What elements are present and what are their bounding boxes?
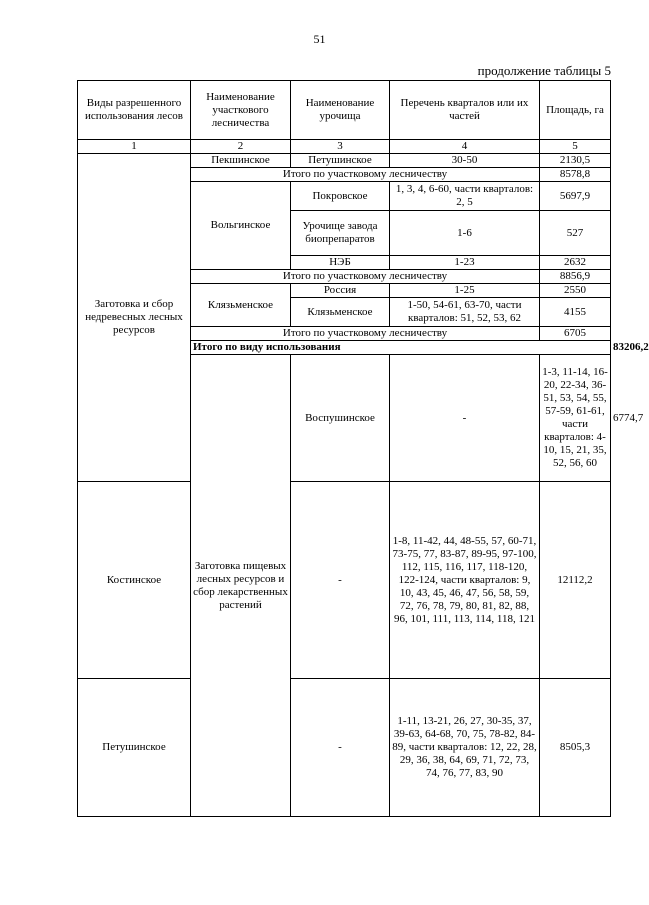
subtotal-area: 8578,8 [540, 168, 611, 182]
area-cell: 2632 [540, 256, 611, 270]
quarters-cell: 1-3, 11-14, 16-20, 22-34, 36-51, 53, 54, 55, 57-59, 61-61, части кварталов: 4-10, 15, 21, 35, 52, 56, 60 [540, 355, 611, 482]
quarters-cell: 1-23 [390, 256, 540, 270]
column-number: 3 [291, 140, 390, 154]
quarters-cell: 1-6 [390, 211, 540, 256]
subtotal-label: Итого по участковому лесничеству [191, 270, 540, 284]
forestry-cell: Петушинское [78, 679, 191, 817]
quarters-cell: 1-50, 54-61, 63-70, части кварталов: 51, 52, 53, 62 [390, 298, 540, 327]
tract-cell: Россия [291, 284, 390, 298]
subtotal-label: Итого по участковому лесничеству [191, 327, 540, 341]
column-number: 2 [191, 140, 291, 154]
subtotal-area: 8856,9 [540, 270, 611, 284]
area-cell: 2130,5 [540, 154, 611, 168]
column-number-row [78, 140, 611, 154]
tract-cell: Клязьменское [291, 298, 390, 327]
tract-cell: - [291, 679, 390, 817]
area-cell: 2550 [540, 284, 611, 298]
forestry-cell: Вольгинское [191, 182, 291, 270]
total-row: Итого по виду использования 83206,2 [78, 341, 611, 355]
header-area: Площадь, га [540, 81, 611, 140]
subtotal-label: Итого по участковому лесничеству [191, 168, 540, 182]
header-forestry: Наименование участкового лесничества [191, 81, 291, 140]
column-number: 4 [390, 140, 540, 154]
table-row [78, 679, 611, 817]
area-cell: 4155 [540, 298, 611, 327]
quarters-cell: 1-11, 13-21, 26, 27, 30-35, 37, 39-63, 64-68, 70, 75, 78-82, 84-89, части кварталов: 12, 22, 28, 29, 36, 38, 64, 69, 71, 72, 73, 74, 76, 77, 83, 90 [390, 679, 540, 817]
header-use-type: Виды разрешенного использования лесов [78, 81, 191, 140]
tract-cell: - [291, 482, 390, 679]
tract-cell: - [390, 355, 540, 482]
area-cell: 12112,2 [540, 482, 611, 679]
tract-cell: НЭБ [291, 256, 390, 270]
tract-cell: Урочище завода биопрепаратов [291, 211, 390, 256]
tract-cell: Петушинское [291, 154, 390, 168]
forest-use-table [77, 80, 649, 817]
forestry-cell: Клязьменское [191, 284, 291, 327]
forestry-cell: Пекшинское [191, 154, 291, 168]
column-number: 1 [78, 140, 191, 154]
area-cell: 8505,3 [540, 679, 611, 817]
quarters-cell: 30-50 [390, 154, 540, 168]
forestry-cell: Воспушинское [291, 355, 390, 482]
page-number: 51 [313, 32, 326, 46]
table-continuation-caption: продолжение таблицы 5 [477, 63, 611, 78]
use-type-cell: Заготовка пищевых лесных ресурсов и сбор лекарственных растений [191, 355, 291, 817]
forestry-cell: Костинское [78, 482, 191, 679]
column-number: 5 [540, 140, 611, 154]
table-row [78, 154, 611, 168]
quarters-cell: 1-8, 11-42, 44, 48-55, 57, 60-71, 73-75, 77, 83-87, 89-95, 97-100, 112, 115, 116, 117, 118-120, 122-124, части кварталов: 9, 10, 43, 45, 46, 47, 56, 58, 59, 72, 76, 78, 79, 80, 81, 82, 88, 96, 101, 111, 113, 114, 118, 121 [390, 482, 540, 679]
total-label: Итого по виду использования [191, 341, 611, 355]
subtotal-area: 6705 [540, 327, 611, 341]
header-tract: Наименование урочища [291, 81, 390, 140]
header-row [78, 81, 611, 140]
tract-cell: Покровское [291, 182, 390, 211]
quarters-cell: 1, 3, 4, 6-60, части кварталов: 2, 5 [390, 182, 540, 211]
quarters-cell: 1-25 [390, 284, 540, 298]
table-row: Заготовка пищевых лесных ресурсов и сбор лекарственных растений Воспушинское - 1-3, 11-14, 16-20, 22-34, 36-51, 53, 54, 55, 57-59, 61-61, части кварталов: 4-10, 15, 21, 35, 52, 56, 60 6774,7 [78, 355, 611, 482]
area-cell: 527 [540, 211, 611, 256]
header-quarters: Перечень кварталов или их частей [390, 81, 540, 140]
use-type-cell: Заготовка и сбор недревесных лесных ресурсов [78, 154, 191, 482]
table-row [78, 482, 611, 679]
area-cell: 5697,9 [540, 182, 611, 211]
